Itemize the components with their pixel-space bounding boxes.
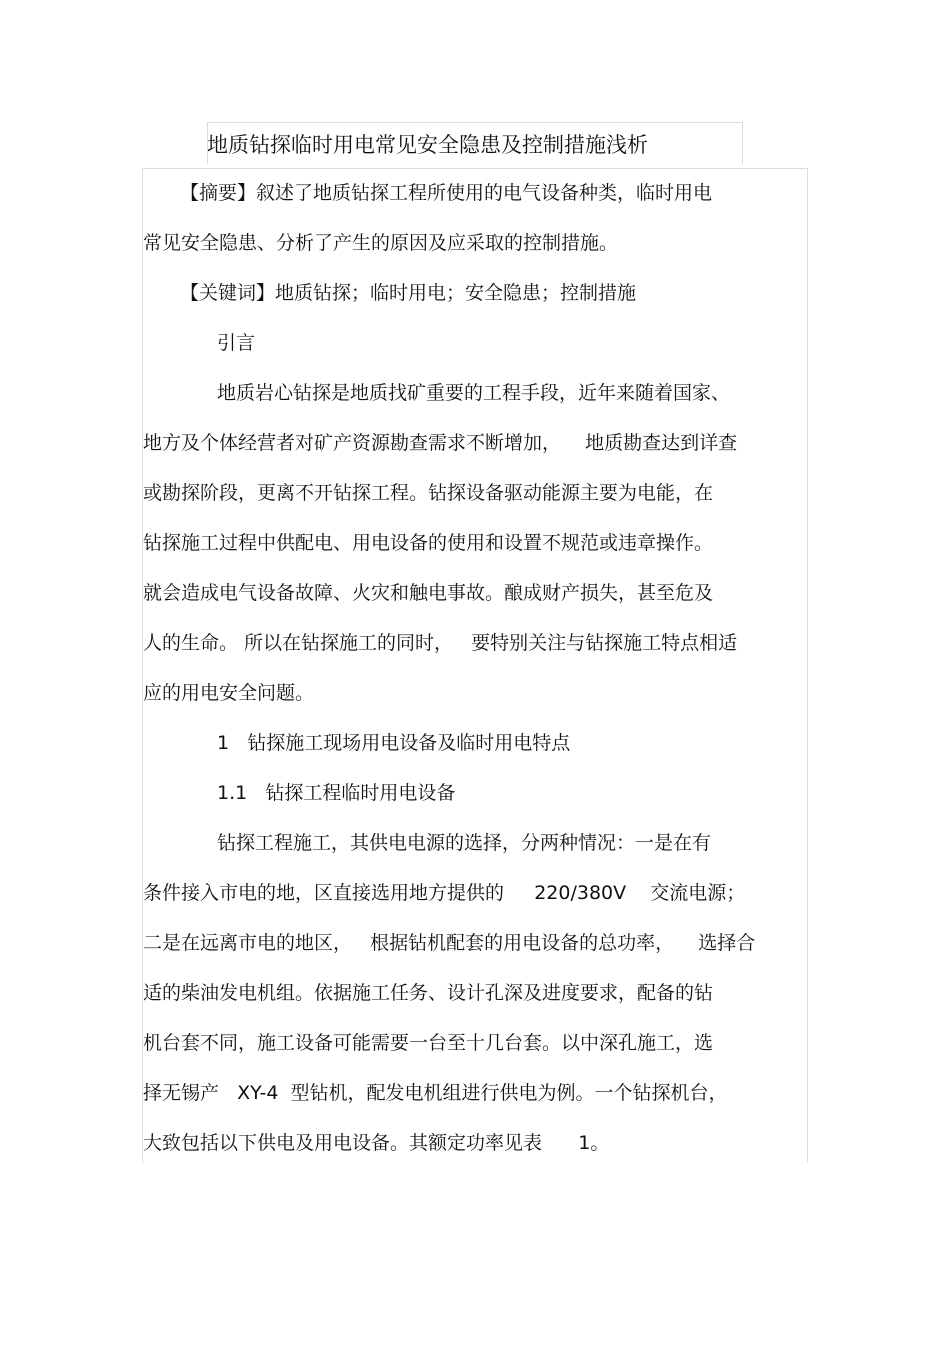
paragraph-line: 钻探工程施工，其供电电源的选择，分两种情况：一是在有 <box>217 832 712 854</box>
section-heading-intro: 引言 <box>217 332 256 354</box>
section-heading-1-1: 1.1 钻探工程临时用电设备 <box>217 782 456 804</box>
paragraph-line: 钻探施工过程中供配电、用电设备的使用和设置不规范或违章操作。 <box>143 532 714 554</box>
paragraph-line: 应的用电安全问题。 <box>143 682 315 704</box>
paragraph-line: 人的生命。 所以在钻探施工的同时， 要特别关注与钻探施工特点相适 <box>143 632 738 654</box>
paragraph-line: 条件接入市电的地，区直接选用地方提供的 220/380V 交流电源； <box>143 882 746 904</box>
paragraph-line: 二是在远离市电的地区， 根据钻机配套的用电设备的总功率， 选择合 <box>143 932 756 954</box>
abstract-line-1: 【摘要】叙述了地质钻探工程所使用的电气设备种类，临时用电 <box>180 182 713 204</box>
document-title: 地质钻探临时用电常见安全隐患及控制措施浅析 <box>207 133 648 157</box>
paragraph-line: 大致包括以下供电及用电设备。其额定功率见表 1。 <box>143 1132 610 1154</box>
paragraph-line: 或勘探阶段，更离不开钻探工程。钻探设备驱动能源主要为电能，在 <box>143 482 714 504</box>
paragraph-line: 就会造成电气设备故障、火灾和触电事故。酿成财产损失，甚至危及 <box>143 582 714 604</box>
abstract-line-2: 常见安全隐患、分析了产生的原因及应采取的控制措施。 <box>143 232 619 254</box>
section-heading-1: 1 钻探施工现场用电设备及临时用电特点 <box>217 732 571 754</box>
paragraph-line: 适的柴油发电机组。依据施工任务、设计孔深及进度要求，配备的钻 <box>143 982 714 1004</box>
paragraph-line: 地方及个体经营者对矿产资源勘查需求不断增加， 地质勘查达到详查 <box>143 432 738 454</box>
paragraph-line: 择无锡产 XY-4 型钻机，配发电机组进行供电为例。一个钻探机台， <box>143 1082 728 1104</box>
paragraph-line: 机台套不同，施工设备可能需要一台至十几台套。以中深孔施工，选 <box>143 1032 714 1054</box>
body-frame <box>142 168 808 1163</box>
keywords-line: 【关键词】地质钻探；临时用电；安全隐患；控制措施 <box>180 282 637 304</box>
paragraph-line: 地质岩心钻探是地质找矿重要的工程手段，近年来随着国家、 <box>217 382 731 404</box>
